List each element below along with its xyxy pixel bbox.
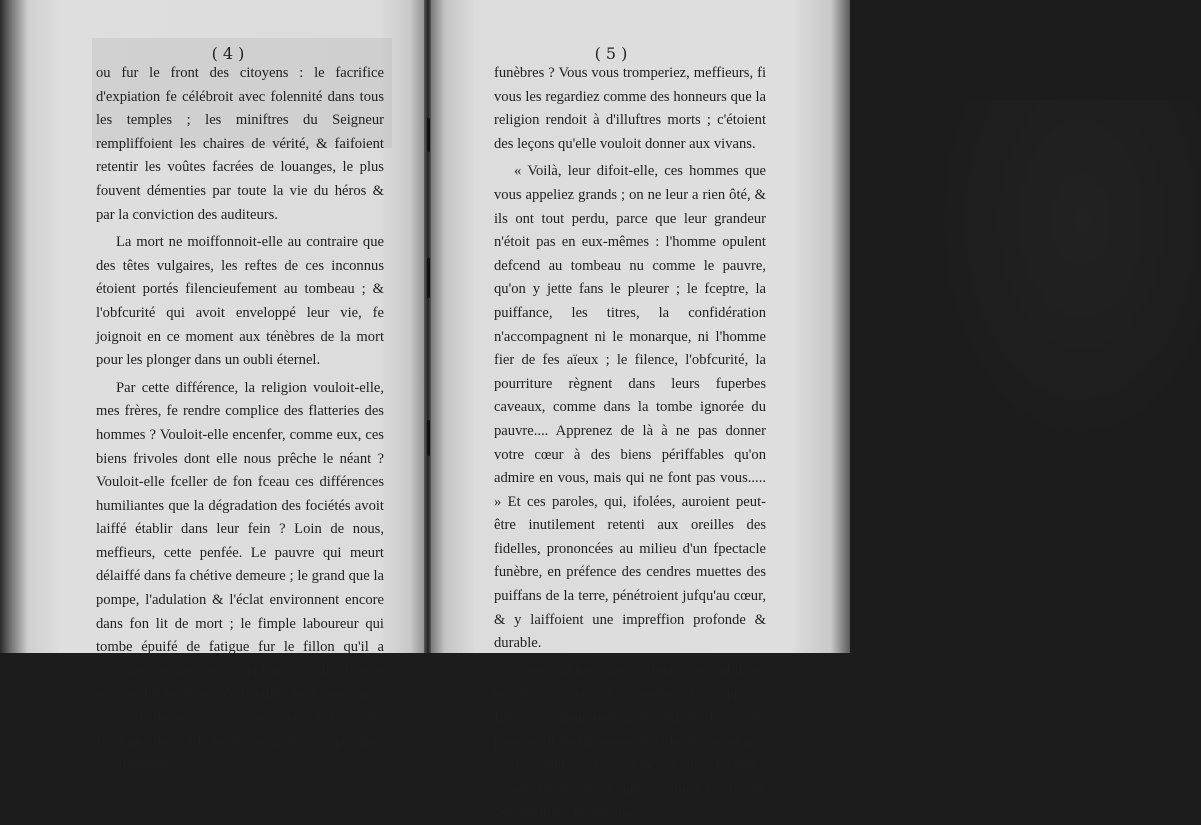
paragraph: « Voilà, leur difoit-elle, ces hommes que vous appeliez grands ; on ne leur a rien ôté, & ils ont tout perdu, parce que leur grandeur n'étoit pas en eux-mêmes : l'homme opulent defcend au tombeau nu comme le pauvre, qu'on y jette fans le pleurer ; le fceptre, la puiffance, les titres, la confidération n'accompagnent ni le monarque, ni l'homme fier de fes aïeux ; le filence, l'obfcurité, la pourriture règnent dans leurs fuperbes caveaux, comme dans la tombe ignorée du pauvre.... Apprenez de là à ne pas donner votre cœur à des biens périffables qu'on admire en vous, mais qui ne font pas vous..... » Et ces paroles, qui, ifolées, auroient peut-être inutilement retenti aux oreilles des fidelles, prononcées au milieu d'un fpectacle funèbre, en préfence des cendres muettes des puiffans de la terre, pénétroient jufqu'au cœur, & y laiffoient une impreffion profonde & durable. bbox=[494, 163, 766, 652]
left-page bbox=[0, 0, 426, 774]
binding-stitch bbox=[427, 118, 430, 152]
binding-stitch bbox=[427, 258, 430, 298]
paragraph: La mort ne moiffonnoit-elle au contraire que des têtes vulgaires, les reftes de ces inconnus étoient portés filencieufement au tombeau ; & l'obfcurité qui avoit enveloppé leur vie, fe joignoit en ce moment aux ténèbres de la mort pour les plonger dans un oubli éternel. bbox=[96, 234, 384, 369]
right-page-text bbox=[494, 62, 766, 825]
page-number-left: ( 4 ) bbox=[211, 44, 245, 63]
left-page-text bbox=[96, 62, 384, 778]
page-number-right: ( 5 ) bbox=[594, 44, 628, 63]
paragraph: Par cette différence, la religion vouloit-elle, mes frères, fe rendre complice des flatteries des hommes ? Vouloit-elle encenfer, comme eux, ces biens frivoles dont elle nous prêche le néant ? Vouloit-elle fceller de fon fceau ces différences humiliantes que la dégradation des fociétés avoit laiffé établir dans leur fein ? Loin de nous, meffieurs, cette penfée. Le pauvre qui meurt délaiffé dans fa chétive demeure ; le grand que la pompe, l'adulation & l'éclat environnent encore dans fon lit de mort ; le fimple laboureur qui tombe épuifé de fatigue fur le fillon qu'il a fécondé ; le guerrier que la foudre qu'il a bravée terraffe fur le champ de bataille, font tous égaux aux yeux de la foi comme aux yeux de la raifon. Pourquoi donc à la mort des grands ces pompes, ces folennités bbox=[96, 379, 384, 774]
binding-stitch bbox=[427, 420, 430, 456]
paragraph: ou fur le front des citoyens : le facrifice d'expiation fe célébroit avec folennité dans tous les temples ; les miniftres du Seigneur rempliffoient les chaires de vérité, & faifoient retentir les voûtes facrées de louanges, le plus fouvent démenties par toute la vie du héros & par la conviction des auditeurs. bbox=[96, 65, 384, 223]
show-through bbox=[901, 100, 1201, 500]
paragraph: funèbres ? Vous vous tromperiez, meffieurs, fi vous les regardiez comme des honneurs que la religion rendoit à d'illuftres morts ; c'étoient des leçons qu'elle vouloit donner aux vivans. bbox=[494, 65, 766, 152]
paragraph: Quelqu'utiles que fuffent ces fublimes leçons, on pouvoit cependant les fuppléer. L'homme, pour peu qu'il confulte fa raifon, peut fentir de lui-même le vide des avantages qu'on appelle de la naiffance & de la fortune ; il peut fentir que ce que le hafard, la volonté des hommes, un préjugé bbox=[494, 662, 766, 821]
